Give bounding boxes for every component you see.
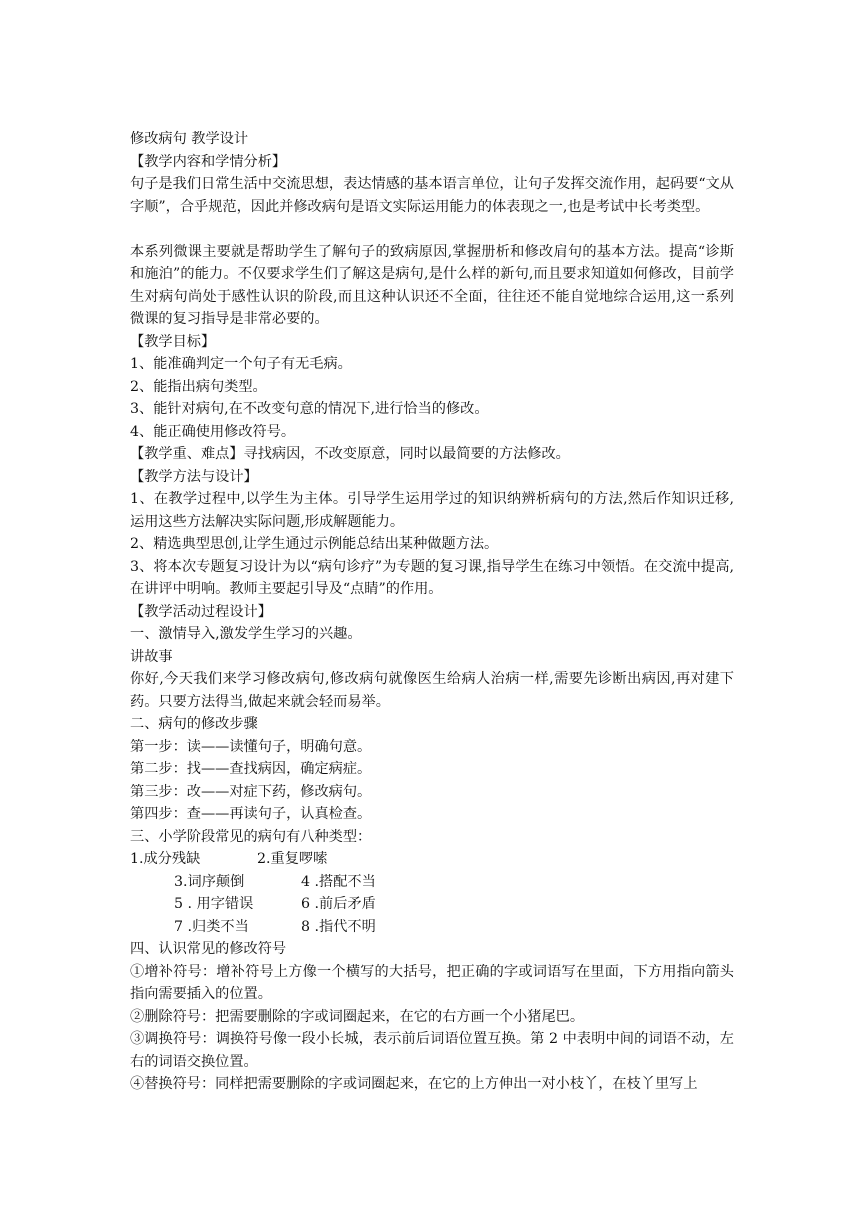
symbol-item: ④替换符号：同样把需要删除的字或词圈起来，在它的上方伸出一对小枝丫，在枝丫里写上 <box>130 1076 698 1092</box>
type-item: 5 . 用字错误 <box>174 896 254 912</box>
method-item: 1、在教学过程中,以学生为主体。引导学生运用学过的知识纳辨析病句的方法,然后作知识迁移,运用这些方法解决实际问题,形成解题能力。 <box>130 491 734 530</box>
doc-title: 修改病句 教学设计 <box>130 131 249 147</box>
types-row <box>130 871 734 894</box>
method-item: 2、精选典型思创,让学生通过示例能总结出某种做题方法。 <box>130 536 499 552</box>
types-row <box>130 893 734 916</box>
section-heading-content: 【教学内容和学情分析】 <box>130 153 287 170</box>
step-heading: 二、病句的修改步骤 <box>130 716 258 732</box>
story-label: 讲故事 <box>130 648 173 665</box>
type-item: 6 .前后矛盾 <box>301 896 376 912</box>
type-item: 2.重复啰嗦 <box>257 851 328 867</box>
section-heading-goals: 【教学目标】 <box>130 333 216 350</box>
types-row <box>130 916 734 939</box>
key-points <box>130 443 734 466</box>
method-item: 3、将本次专题复习设计为以“病句诊疗”为专题的复习课,指导学生在练习中领悟。在交流中提高,在讲评中明响。教师主要起引导及“点睛”的作用。 <box>130 558 734 597</box>
section-heading-method: 【教学方法与设计】 <box>130 468 258 485</box>
document-page <box>130 128 734 1096</box>
revision-step: 第三步：改——对症下药，修改病句。 <box>130 783 372 800</box>
goal-item: 1、能准确判定一个句子有无毛病。 <box>130 356 352 372</box>
revision-step: 第四步：查——再读句子，认真检查。 <box>130 806 372 822</box>
type-item: 1.成分残缺 <box>130 851 201 867</box>
step-heading: 三、小学阶段常见的病句有八种类型： <box>130 828 372 845</box>
goal-item: 4、能正确使用修改符号。 <box>130 423 296 440</box>
type-item: 8 .指代不明 <box>301 918 376 935</box>
goal-item: 2、能指出病句类型。 <box>130 378 267 395</box>
key-points-text: 寻找病因，不改变原意，同时以最简要的方法修改。 <box>243 446 570 462</box>
type-item: 7 .归类不当 <box>174 918 249 935</box>
symbol-item: ①增补符号：增补符号上方像一个横写的大括号，把正确的字或词语写在里面，下方用指向箭头指向需要插入的位置。 <box>130 963 734 1002</box>
step-heading: 四、认识常见的修改符号 <box>130 941 287 957</box>
symbol-item: ②删除符号：把需要删除的字或词圈起来，在它的右方画一个小猪尾巴。 <box>130 1008 585 1025</box>
type-item: 3.词序颠倒 <box>174 873 245 890</box>
paragraph-intro: 句子是我们日常生活中交流思想，表达情感的基本语言单位，让句子发挥交流作用，起码要“文从字顺”，合乎规范，因此并修改病句是语文实际运用能力的体表现之一,也是考试中长考类型。 <box>130 176 734 215</box>
story-text: 你好,今天我们来学习修改病句,修改病句就像医生给病人治病一样,需要先诊断出病因,再对建下药。只要方法得当,做起来就会轻而易举。 <box>130 671 734 710</box>
goal-item: 3、能针对病句,在不改变句意的情况下,进行恰当的修改。 <box>130 401 489 417</box>
paragraph-series: 本系列微课主要就是帮助学生了解句子的致病原因,掌握册析和修改肩句的基本方法。提高“诊斯和施泊”的能力。不仅要求学生们了解这是病句,是什么样的新句,而且要求知道如何修改，目前学生对病句尚处于感性认识的阶段,而且这种认识还不全面，往往还不能自觉地综合运用,这一系列微课的复习指导是非常必要的。 <box>130 243 734 327</box>
section-heading-process: 【教学活动过程设计】 <box>130 603 272 620</box>
step-heading: 一、激情导入,激发学生学习的兴趣。 <box>130 626 362 642</box>
symbol-item: ③调换符号：调换符号像一段小长城，表示前后词语位置互换。第 2 中表明中间的词语不动，左右的词语交换位置。 <box>130 1031 734 1070</box>
types-row <box>130 848 734 871</box>
type-item: 4 .搭配不当 <box>301 873 376 890</box>
key-points-label: 【教学重、难点】 <box>130 446 244 462</box>
revision-step: 第一步：读——读懂句子，明确句意。 <box>130 738 372 755</box>
revision-step: 第二步：找——查找病因，确定病症。 <box>130 761 372 777</box>
